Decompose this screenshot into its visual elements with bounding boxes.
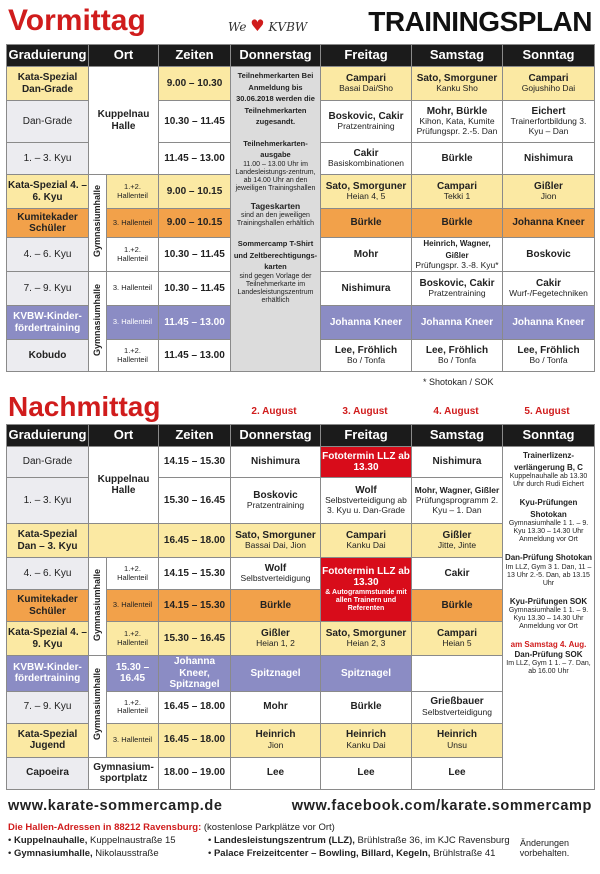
- zeit-cell: 15.30 – 16.45: [159, 622, 231, 656]
- zeit-cell: 11.45 – 13.00: [159, 143, 231, 175]
- donnerstag-cell: Wolf Selbstverteidigung: [231, 558, 321, 590]
- freitag-cell: Spitznagel: [231, 656, 321, 692]
- hallenteil-cell: 3. Hallenteil: [107, 590, 159, 622]
- samstag-cell: Grießbauer Selbstverteidigung: [412, 691, 503, 723]
- sonntag-cell: Lee, Fröhlich Bo / Tonfa: [503, 340, 595, 372]
- zeit-cell: 10.30 – 11.45: [159, 238, 231, 272]
- table-row: [7, 447, 595, 478]
- freitag-cell: Johanna Kneer: [321, 306, 412, 340]
- facebook-link[interactable]: www.facebook.com/karate.sommercamp: [291, 798, 592, 814]
- graduierung-cell: KVBW-Kinder-fördertraining: [7, 656, 89, 692]
- freitag-cell: Bürkle: [321, 209, 412, 238]
- vormittag-title: Vormittag: [8, 4, 146, 37]
- hallenteil-cell: 1.+2. Hallenteil: [107, 340, 159, 372]
- zeit-cell: 9.00 – 10.15: [159, 175, 231, 209]
- freitag-cell: Bürkle: [321, 691, 412, 723]
- graduierung-cell: 7. – 9. Kyu: [7, 272, 89, 306]
- ort-gym-1: Gymnasiumhalle: [89, 175, 107, 272]
- addresses: Die Hallen-Adressen in 88212 Ravensburg: (kostenlose Parkplätze vor Ort) • Kuppelnauhalle, Kuppelnaustraße 15 • Landesleistungszentrum (LLZ), Brühlstraße 36, im KJC Ravensburg • Gymnasiumhalle, Nikolausstraße • Palace Freizeitcenter – Bowling, Billard, Kegeln, Brühlstraße 41: [8, 822, 510, 859]
- graduierung-cell: Kumitekader Schüler: [7, 209, 89, 238]
- trainingsplan-heading: TRAININGSPLAN: [368, 6, 592, 37]
- fototermin-2: Fototermin LLZ ab 13.30 & Autogrammstunde mit allen Trainern und Referenten: [321, 558, 412, 622]
- samstag-cell: Lee, Fröhlich Bo / Tonfa: [412, 340, 503, 372]
- zeit-cell: 11.45 – 13.00: [159, 340, 231, 372]
- sonntag-cell: Boskovic: [503, 238, 595, 272]
- sonntag-cell: Gißler Jion: [503, 175, 595, 209]
- freitag-cell: Campari Kanku Dai: [321, 524, 412, 558]
- col-freitag: Freitag: [321, 425, 412, 447]
- hallenteil-cell: 1.+2. Hallenteil: [107, 175, 159, 209]
- graduierung-cell: 1. – 3. Kyu: [7, 478, 89, 524]
- col-zeiten: Zeiten: [159, 45, 231, 67]
- samstag-cell: Johanna Kneer: [412, 306, 503, 340]
- zeit-cell: 14.15 – 15.30: [159, 590, 231, 622]
- sonntag-info: Trainerlizenz-verlängerung B, C Kuppelnauhalle ab 13.30 Uhr durch Rudi Eichert Kyu-Prüfungen Shotokan Gymnasiumhalle 1 1. – 9. Kyu 13.30 – 14.30 Uhr Anmeldung vor Ort Dan-Prüfung Shotokan Im LLZ, Gym 3 1. Dan, 11 – 13 Uhr 2.-5. Dan, ab 13.15 Uhr Kyu-Prüfungen SOK Gymnasiumhalle 1 1. – 9. Kyu 13.30 – 14.30 Uhr Anmeldung vor Ort am Samstag 4. Aug. Dan-Prüfung SOK Im LLZ, Gym 1 1. – 7. Dan, ab 16.00 Uhr: [503, 447, 595, 790]
- freitag-cell: Lee: [321, 757, 412, 789]
- hallenteil-cell: 3. Hallenteil: [107, 272, 159, 306]
- table-row: [7, 67, 595, 101]
- hallenteil-cell: 1.+2. Hallenteil: [107, 238, 159, 272]
- samstag-cell: Bürkle: [412, 209, 503, 238]
- zeit-cell: 11.45 – 13.00: [159, 306, 231, 340]
- donnerstag-cell: Johanna Kneer, Spitznagel: [159, 656, 231, 692]
- hallenteil-cell: 3. Hallenteil: [107, 306, 159, 340]
- ort-gym-1: Gymnasiumhalle: [89, 558, 107, 656]
- graduierung-cell: 7. – 9. Kyu: [7, 691, 89, 723]
- samstag-cell: Nishimura: [412, 447, 503, 478]
- samstag-cell: Heinrich Unsu: [412, 723, 503, 757]
- changes-note: Änderungen vorbehalten.: [519, 838, 570, 858]
- fototermin-1: Fototermin LLZ ab 13.30: [321, 447, 412, 478]
- freitag-cell: Heinrich Kanku Dai: [321, 723, 412, 757]
- zeit-cell: 16.45 – 18.00: [159, 691, 231, 723]
- date-freitag: 3. August: [342, 406, 388, 417]
- kvbw-logo: We ♥ KVBW: [228, 16, 308, 35]
- graduierung-cell: 4. – 6. Kyu: [7, 558, 89, 590]
- donnerstag-cell: Gißler Heian 1, 2: [231, 622, 321, 656]
- zeit-cell: 18.00 – 19.00: [159, 757, 231, 789]
- sonntag-cell: Campari Gojushiho Dai: [503, 67, 595, 101]
- samstag-cell: Bürkle: [412, 590, 503, 622]
- col-donnerstag: Donnerstag: [231, 45, 321, 67]
- samstag-cell: Spitznagel: [321, 656, 412, 692]
- graduierung-cell: 4. – 6. Kyu: [7, 238, 89, 272]
- graduierung-cell: Kobudo: [7, 340, 89, 372]
- hallenteil-cell: 3. Hallenteil: [107, 209, 159, 238]
- sonntag-cell: Cakir Wurf-/Fegetechniken: [503, 272, 595, 306]
- vormittag-table: [6, 44, 595, 372]
- samstag-cell: Boskovic, Cakir Pratzentraining: [412, 272, 503, 306]
- donnerstag-info: Teilnehmerkarten Bei Anmeldung bis 30.06.2018 werden die Teilnehmerkarten zugesandt. Teilnehmerkarten-ausgabe 11.00 – 13.00 Uhr im Landesleistungs-zentrum, ab 14.00 Uhr an den jeweiligen Trainingshallen Tageskarten sind an den jeweiligen Trainingshallen erhältlich Sommercamp T-Shirt und Zeltberechtigungs-karten sind gegen Vorlage der Teilnehmerkarte im Landesleistungszentrum erhältlich: [231, 67, 321, 372]
- date-samstag: 4. August: [433, 406, 479, 417]
- samstag-cell: Campari Tekki 1: [412, 175, 503, 209]
- samstag-cell: Campari Heian 5: [412, 622, 503, 656]
- ort-kuppelnau: Kuppelnau Halle: [89, 67, 159, 175]
- donnerstag-cell: Heinrich Jion: [231, 723, 321, 757]
- nachmittag-title: Nachmittag: [8, 391, 161, 422]
- donnerstag-cell: Bürkle: [231, 590, 321, 622]
- zeit-cell: 14.15 – 15.30: [159, 447, 231, 478]
- freitag-cell: Campari Basai Dai/Sho: [321, 67, 412, 101]
- date-sonntag: 5. August: [524, 406, 570, 417]
- heart-icon: ♥: [250, 16, 265, 35]
- date-donnerstag: 2. August: [251, 406, 297, 417]
- hallenteil-cell: 1.+2. Hallenteil: [107, 558, 159, 590]
- ort-gym-2: Gymnasiumhalle: [89, 656, 107, 758]
- graduierung-cell: Kata-Spezial Jugend: [7, 723, 89, 757]
- col-freitag: Freitag: [321, 45, 412, 67]
- freitag-cell: Nishimura: [321, 272, 412, 306]
- donnerstag-cell: Lee: [231, 757, 321, 789]
- samstag-cell: Sato, Smorguner Kanku Sho: [412, 67, 503, 101]
- zeit-cell: 9.00 – 10.15: [159, 209, 231, 238]
- samstag-cell: Gißler Jitte, Jinte: [412, 524, 503, 558]
- ort-gym-2: Gymnasiumhalle: [89, 272, 107, 372]
- samstag-cell: Mohr, Wagner, Gißler Prüfungsprogramm 2. Kyu – 1. Dan: [412, 478, 503, 524]
- col-sonntag: Sonntag: [503, 45, 595, 67]
- samstag-cell: Mohr, Bürkle Kihon, Kata, Kumite Prüfungspr. 2.-5. Dan: [412, 101, 503, 143]
- samstag-cell: Lee: [412, 757, 503, 789]
- freitag-cell: Cakir Basiskombinationen: [321, 143, 412, 175]
- zeit-cell: 14.15 – 15.30: [159, 558, 231, 590]
- graduierung-cell: Kata-Spezial Dan-Grade: [7, 67, 89, 101]
- hallenteil-cell: 3. Hallenteil: [107, 723, 159, 757]
- hallenteil-cell: 1.+2. Hallenteil: [107, 622, 159, 656]
- hallenteil-cell: 1.+2. Hallenteil: [107, 691, 159, 723]
- graduierung-cell: KVBW-Kinder-fördertraining: [7, 306, 89, 340]
- freitag-cell: Boskovic, Cakir Pratzentraining: [321, 101, 412, 143]
- donnerstag-cell: Nishimura: [231, 447, 321, 478]
- freitag-cell: Lee, Fröhlich Bo / Tonfa: [321, 340, 412, 372]
- col-graduierung: Graduierung: [7, 45, 89, 67]
- col-ort: Ort: [89, 425, 159, 447]
- col-graduierung: Graduierung: [7, 425, 89, 447]
- samstag-cell: Heinrich, Wagner, Gißler Prüfungspr. 3.-8. Kyu*: [412, 238, 503, 272]
- nachmittag-table: [6, 424, 595, 790]
- col-samstag: Samstag: [412, 425, 503, 447]
- graduierung-cell: Dan-Grade: [7, 447, 89, 478]
- sonntag-cell: Eichert Trainerfortbildung 3. Kyu – Dan: [503, 101, 595, 143]
- zeit-cell: 9.00 – 10.30: [159, 67, 231, 101]
- ort-sportplatz: Gymnasium-sportplatz: [89, 757, 159, 789]
- zeit-cell: 15.30 – 16.45: [107, 656, 159, 692]
- col-sonntag: Sonntag: [503, 425, 595, 447]
- col-ort: Ort: [89, 45, 159, 67]
- graduierung-cell: Kumitekader Schüler: [7, 590, 89, 622]
- donnerstag-cell: Mohr: [231, 691, 321, 723]
- graduierung-cell: 1. – 3. Kyu: [7, 143, 89, 175]
- graduierung-cell: Kata-Spezial Dan – 3. Kyu: [7, 524, 89, 558]
- graduierung-cell: Kata-Spezial 4. – 6. Kyu: [7, 175, 89, 209]
- ort-kuppelnau: Kuppelnau Halle: [89, 447, 159, 524]
- ort-empty: [89, 524, 159, 558]
- shotokan-note: * Shotokan / SOK: [423, 377, 494, 387]
- zeit-cell: 10.30 – 11.45: [159, 272, 231, 306]
- col-donnerstag: Donnerstag: [231, 425, 321, 447]
- graduierung-cell: Kata-Spezial 4. – 9. Kyu: [7, 622, 89, 656]
- sonntag-cell: Johanna Kneer: [503, 209, 595, 238]
- sonntag-cell: Nishimura: [503, 143, 595, 175]
- graduierung-cell: Capoeira: [7, 757, 89, 789]
- zeit-cell: 15.30 – 16.45: [159, 478, 231, 524]
- freitag-cell: Sato, Smorguner Heian 2, 3: [321, 622, 412, 656]
- freitag-cell: Sato, Smorguner Heian 4, 5: [321, 175, 412, 209]
- samstag-cell: Cakir: [412, 558, 503, 590]
- sonntag-cell: Johanna Kneer: [503, 306, 595, 340]
- samstag-cell: Bürkle: [412, 143, 503, 175]
- freitag-cell: Wolf Selbstverteidigung ab 3. Kyu u. Dan-Grade: [321, 478, 412, 524]
- zeit-cell: 10.30 – 11.45: [159, 101, 231, 143]
- zeit-cell: 16.45 – 18.00: [159, 524, 231, 558]
- donnerstag-cell: Boskovic Pratzentraining: [231, 478, 321, 524]
- graduierung-cell: Dan-Grade: [7, 101, 89, 143]
- donnerstag-cell: Sato, Smorguner Bassai Dai, Jion: [231, 524, 321, 558]
- col-samstag: Samstag: [412, 45, 503, 67]
- website-link[interactable]: www.karate-sommercamp.de: [8, 798, 223, 814]
- freitag-cell: Mohr: [321, 238, 412, 272]
- zeit-cell: 16.45 – 18.00: [159, 723, 231, 757]
- col-zeiten: Zeiten: [159, 425, 231, 447]
